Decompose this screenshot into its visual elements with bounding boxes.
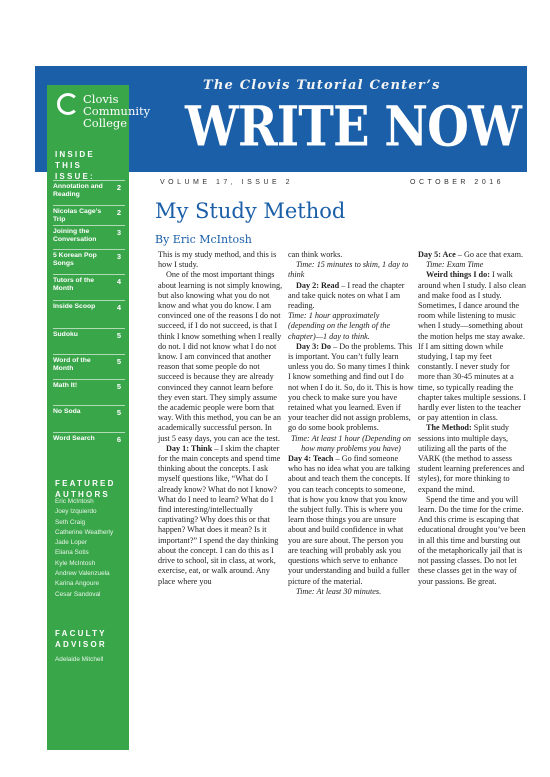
toc-item[interactable] bbox=[53, 225, 125, 244]
paragraph: Time: At least 1 hour (Depending on how many problems you have) bbox=[291, 433, 411, 453]
toc-item-label: Word Search bbox=[53, 435, 95, 442]
toc-item-page: 5 bbox=[116, 357, 121, 366]
paragraph: Time: 15 minutes to skim, 1 day to think bbox=[288, 260, 409, 280]
toc-item[interactable] bbox=[53, 354, 125, 373]
paragraph: Day 1: Think – I skim the chapter for the main concepts and spend time thinking about the concepts. I ask myself questions like, “What do I already know? What do not I know? What do I need to learn? What do I find interesting/intellectually captivating? Why does this or that happen? What does it mean? Is it important?” I spend the day thinking about the concept. I can do this as I drive to school, sit in class, at work, exercise, eat, or walk around. Any place where you bbox=[158, 443, 281, 586]
author-name: Eric McIntosh bbox=[55, 498, 94, 505]
toc-item-page: 4 bbox=[116, 277, 121, 286]
article-column-3 bbox=[418, 250, 526, 587]
inside-title: INSIDE THIS ISSUE: bbox=[55, 150, 95, 181]
faculty-list bbox=[55, 655, 103, 665]
author-name: Andrew Valenzuela bbox=[55, 570, 110, 578]
author-name: Catherine Weatherly bbox=[55, 528, 114, 536]
sidebar bbox=[47, 85, 151, 750]
author-name: Seth Craig bbox=[55, 518, 86, 526]
toc-item-page: 5 bbox=[116, 382, 121, 391]
toc-item[interactable] bbox=[53, 249, 125, 268]
author-name: Karina Angoure bbox=[55, 580, 100, 588]
author-name: Cesar Sandoval bbox=[55, 590, 101, 598]
toc-item-label: Tutors of the Month bbox=[53, 277, 95, 292]
paragraph-lead: Day 1: Think bbox=[166, 443, 213, 453]
toc-item-page: 5 bbox=[116, 408, 121, 417]
toc-item-page: 5 bbox=[116, 331, 121, 340]
issue-date: OCTOBER 2016 bbox=[410, 179, 505, 186]
paragraph-lead: The Method: bbox=[426, 423, 472, 433]
paragraph: Day 4: Teach – Go find someone who has no idea what you are talking about and teach them the concepts. If you can teach concepts to someone, that is how you know that you know the subject fully. This is where you learn those things you are unsure about and build confidence in what you are sure about. The person you are teaching will probably ask you questions which serve to enhance your understanding and build a fuller picture of the material. bbox=[288, 454, 411, 586]
paragraph: This is my study method, and this is how I study. bbox=[158, 250, 277, 270]
toc-item[interactable] bbox=[53, 180, 125, 199]
toc-item-label: Annotation and Reading bbox=[53, 183, 103, 198]
toc-item-label: Inside Scoop bbox=[53, 303, 96, 310]
toc-item-label: Sudoku bbox=[53, 331, 78, 338]
paragraph-lead: Day 4: Teach bbox=[288, 454, 334, 464]
toc-item-label: Nicolas Cage’s Trip bbox=[53, 208, 102, 223]
toc-item[interactable] bbox=[53, 300, 125, 311]
paragraph: The Method: Split study sessions into multiple days, utilizing all the parts of the VARK (the method to assess student learning preferences and styles), for more thinking to expand the mind. bbox=[418, 423, 525, 494]
toc-item[interactable] bbox=[53, 379, 125, 390]
toc-item[interactable] bbox=[53, 274, 125, 293]
toc-item-label: Math It! bbox=[53, 382, 78, 389]
toc-item-label: Word of the Month bbox=[53, 357, 91, 372]
college-logo bbox=[57, 92, 151, 141]
paragraph: Day 2: Read – I read the chapter and take quick notes on what I am reading. bbox=[288, 280, 405, 311]
article-column-1 bbox=[158, 250, 284, 587]
tagline: The Clovis Tutorial Center’s bbox=[203, 78, 441, 93]
toc-item[interactable] bbox=[53, 405, 125, 416]
authors-title: FEATURED AUTHORS bbox=[55, 479, 116, 499]
paragraph: Day 3: Do – Do the problems. This is important. You can’t fully learn unless you do. So many times I think I know something and find out I do not when I do it. So, do it. This is how you check to make sure you have retained what you learned. Even if your teacher did not assign problems, go do some book problems. bbox=[288, 341, 414, 433]
toc-item-page: 3 bbox=[116, 252, 121, 261]
paragraph: Time: 1 hour approximately (depending on the length of the chapter)—1 day to think. bbox=[288, 311, 391, 341]
toc-item[interactable] bbox=[53, 432, 125, 443]
logo-mark-icon bbox=[57, 93, 79, 115]
paragraph: Time: Exam Time bbox=[426, 260, 484, 270]
paragraph: Weird things I do: I walk around when I study. I also clean and make food as I study. Sometimes, I dance around the room while listening to music when I study—something about the motion helps me stay awake. If I am sitting down while studying, I tap my feet constantly. I never study for more than 30-45 minutes at a time, so typically reading the chapter takes multiple sessions. I hardly ever listen to the teacher or pay attention in class. bbox=[418, 270, 527, 423]
paragraph-lead: Day 3: Do bbox=[296, 341, 332, 351]
article-byline: By Eric McIntosh bbox=[155, 233, 252, 246]
toc-item-label: No Soda bbox=[53, 408, 81, 415]
article-column-2 bbox=[288, 250, 414, 597]
toc-item[interactable] bbox=[53, 205, 125, 224]
author-name: Joey Izquierdo bbox=[55, 508, 97, 516]
toc-item[interactable] bbox=[53, 328, 125, 339]
toc-item-page: 3 bbox=[116, 228, 121, 237]
paragraph-lead: Day 5: Ace bbox=[418, 250, 456, 259]
paragraph: One of the most important things about learning is not simply knowing, but also knowing what you do not know and what you do know. I am convinced one of the reasons I do not succeed, if I do not succeed, is that I think I know something when I really do not. I did not know what I do not know. I am convinced that another reason that some people do not succeed is because they are already convinced they cannot learn before they even start. They simply assume the academic people were born that way. With this method, you can be an academically successful person. In just 5 easy days, you can ace the test. bbox=[158, 270, 283, 443]
article-title: My Study Method bbox=[155, 199, 346, 223]
paragraph: Spend the time and you will learn. Do the time for the crime. And this crime is escaping that educational drought you’ve been in all this time and bursting out of the metaphorically jail that is not passing classes. Do not let these classes get in the way of your passions. Be great. bbox=[418, 494, 526, 586]
logo-wordmark: Clovis Community College bbox=[83, 92, 151, 130]
author-name: Eliana Sotis bbox=[55, 549, 89, 557]
authors-list bbox=[55, 497, 113, 600]
toc-item-page: 2 bbox=[116, 183, 121, 192]
paragraph: Time: At least 30 minutes. bbox=[296, 586, 382, 596]
paragraph: can think works. bbox=[288, 250, 343, 259]
paragraph-lead: Weird things I do: bbox=[426, 270, 490, 280]
author-name: Kyle McIntosh bbox=[55, 559, 96, 567]
toc-item-label: Joining the Conversation bbox=[53, 228, 97, 243]
paragraph: Day 5: Ace – Go ace that exam. bbox=[418, 250, 524, 259]
faculty-title: FACULTY ADVISOR bbox=[55, 629, 107, 649]
toc-item-page: 4 bbox=[116, 303, 121, 312]
toc-item-page: 6 bbox=[116, 435, 121, 444]
newsletter-title: WRITE NOW bbox=[185, 95, 521, 160]
author-name: Jade Loper bbox=[55, 539, 87, 547]
faculty-name: Adelaide Mitchell bbox=[55, 656, 104, 663]
toc-item-label: 5 Korean Pop Songs bbox=[53, 252, 97, 267]
toc-item-page: 2 bbox=[116, 208, 121, 217]
paragraph-lead: Day 2: Read bbox=[296, 280, 340, 290]
volume-issue: VOLUME 17, ISSUE 2 bbox=[160, 179, 294, 186]
